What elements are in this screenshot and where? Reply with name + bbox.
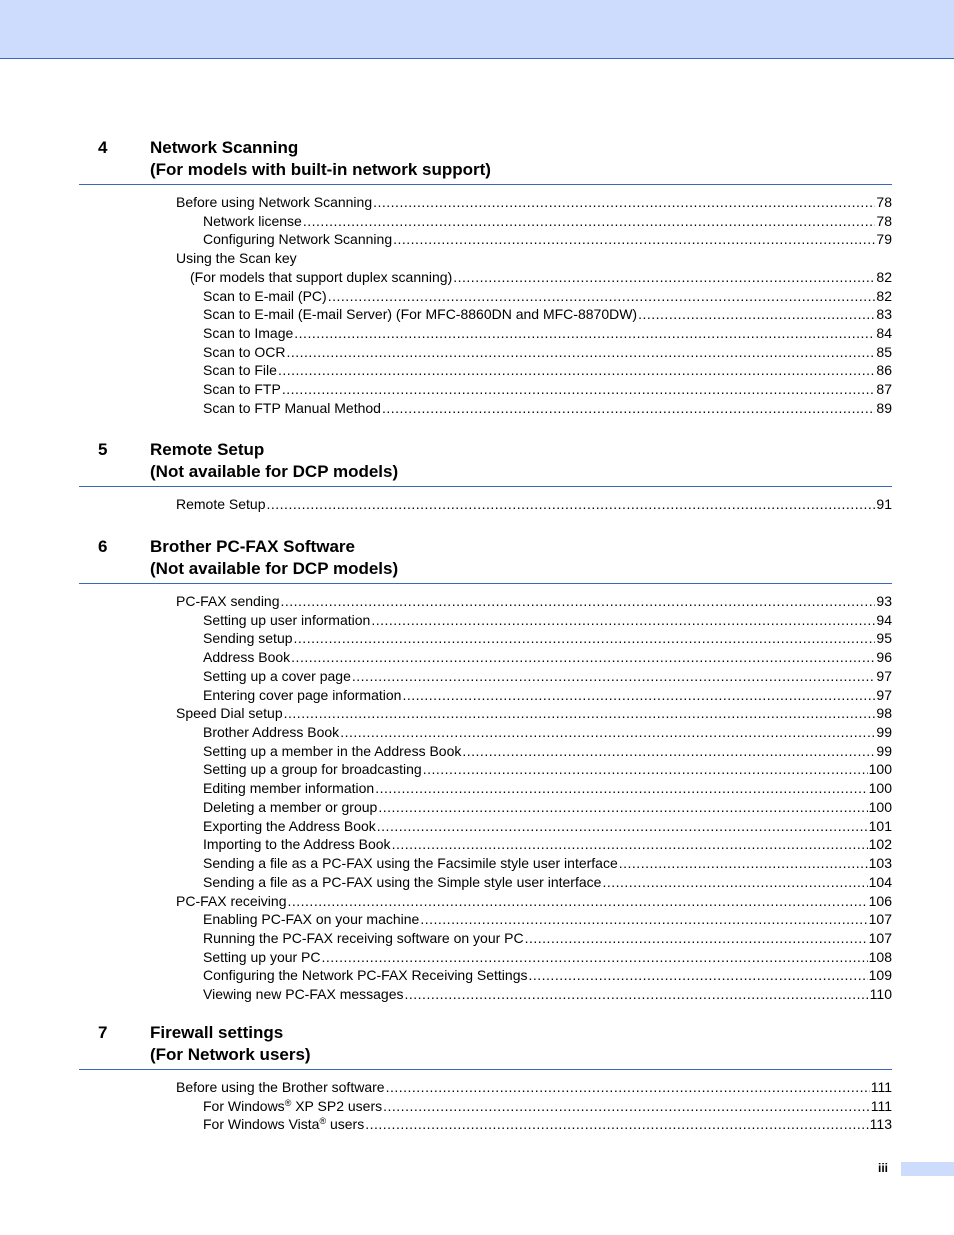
page-number: iii <box>878 1161 889 1175</box>
toc-entry-text: Setting up a cover page <box>203 667 351 684</box>
toc-entry[interactable] <box>203 399 892 418</box>
dot-leader <box>284 704 876 723</box>
toc-entry-page: 89 <box>876 399 892 416</box>
toc-entry-label <box>176 1078 385 1097</box>
chapter-heading[interactable] <box>0 1022 954 1068</box>
registered-mark: ® <box>319 1116 327 1127</box>
toc-entry-label <box>203 667 351 686</box>
toc-entry[interactable] <box>203 873 892 892</box>
toc-entry-page: 109 <box>868 967 892 984</box>
dot-leader <box>286 343 875 362</box>
toc-entry-page: 101 <box>868 817 892 834</box>
dot-leader <box>402 686 875 705</box>
toc-entry-text-suffix: users <box>326 1116 365 1133</box>
toc-entry-page: 79 <box>876 231 892 248</box>
toc-entry-page: 87 <box>876 381 892 398</box>
toc-entry-label <box>203 817 376 836</box>
toc-entry-page: 111 <box>870 1097 892 1114</box>
toc-entry[interactable] <box>203 230 892 249</box>
toc-entry-page: 104 <box>868 873 892 890</box>
toc-entry-text: Sending a file as a PC-FAX using the Facsimile style user interface <box>203 855 618 872</box>
dot-leader <box>303 212 876 231</box>
toc-entry[interactable] <box>203 966 892 985</box>
toc-entry-label <box>203 1097 382 1116</box>
dot-leader <box>420 910 867 929</box>
toc-entry-page: 102 <box>868 836 892 853</box>
toc-entry-text: PC-FAX receiving <box>176 892 287 909</box>
dot-leader <box>528 966 867 985</box>
toc-entry-page: 94 <box>876 611 892 628</box>
toc-entry[interactable] <box>176 892 892 911</box>
toc-entry-text: Setting up your PC <box>203 948 321 965</box>
chapter-title <box>150 137 491 181</box>
toc-entry-label <box>203 380 281 399</box>
dot-leader <box>375 779 867 798</box>
toc-entry[interactable] <box>203 910 892 929</box>
toc-entry-label <box>203 760 422 779</box>
toc-entry-text-suffix: XP SP2 users <box>291 1097 383 1114</box>
chapter-divider <box>79 486 892 487</box>
toc-entry[interactable] <box>203 723 892 742</box>
toc-entry-text: Sending a file as a PC-FAX using the Simple style user interface <box>203 873 602 890</box>
toc-entry-page: 100 <box>868 780 892 797</box>
toc-entry-text: Editing member information <box>203 780 375 797</box>
toc-entry[interactable] <box>203 854 892 873</box>
toc-entry-page: 95 <box>876 630 892 647</box>
chapter-divider <box>79 1069 892 1070</box>
toc-entry-text: Scan to Image <box>203 325 294 342</box>
dot-leader <box>393 230 875 249</box>
toc-entry-label <box>176 193 372 212</box>
toc-entry[interactable] <box>176 592 892 611</box>
toc-entry[interactable] <box>203 343 892 362</box>
chapter-number: 6 <box>98 537 108 556</box>
toc-entry-label <box>203 798 377 817</box>
toc-entry[interactable] <box>203 1115 892 1134</box>
dot-leader <box>638 305 875 324</box>
toc-entry-label <box>203 686 401 705</box>
toc-entry[interactable] <box>176 1078 892 1097</box>
toc-entry-label <box>203 835 391 854</box>
toc-entry-text: Before using Network Scanning <box>176 194 373 210</box>
toc-entry[interactable] <box>203 835 892 854</box>
toc-entry-page: 97 <box>876 667 892 684</box>
toc-entry-label <box>203 399 381 418</box>
toc-entry-text: For Windows <box>203 1097 285 1114</box>
toc-entry-label <box>176 495 266 514</box>
toc-entry[interactable] <box>203 1097 892 1116</box>
chapter-title-line2: (Not available for DCP models) <box>150 462 399 481</box>
dot-leader <box>405 985 869 1004</box>
toc-entry[interactable] <box>176 193 892 212</box>
chapter-number: 5 <box>98 440 108 459</box>
toc-entry-label <box>203 1115 364 1134</box>
toc-entry-label <box>203 873 601 892</box>
toc-entry-text: Sending setup <box>203 630 293 647</box>
dot-leader <box>392 835 868 854</box>
toc-entry[interactable] <box>176 704 892 723</box>
toc-entry-page: 91 <box>876 496 892 512</box>
toc-entry[interactable] <box>176 249 892 268</box>
toc-entry[interactable] <box>203 667 892 686</box>
chapter-number: 4 <box>98 138 108 157</box>
toc-entry-page: 100 <box>868 798 892 815</box>
chapter-title-line2: (For models with built-in network support) <box>150 160 491 179</box>
dot-leader <box>525 929 868 948</box>
dot-leader <box>373 193 875 212</box>
toc-entry-text: Entering cover page information <box>203 686 402 703</box>
toc-entry-text: Using the Scan key <box>176 250 297 267</box>
toc-entry-page: 96 <box>876 649 892 666</box>
toc-entry[interactable] <box>203 324 892 343</box>
toc-entry-label <box>203 966 527 985</box>
dot-leader <box>371 611 875 630</box>
toc-entry[interactable] <box>203 779 892 798</box>
dot-leader <box>340 723 875 742</box>
dot-leader <box>619 854 868 873</box>
toc-entry-page: 99 <box>876 742 892 759</box>
dot-leader <box>453 268 875 287</box>
toc-entry-label <box>203 742 461 761</box>
toc-entry-page: 93 <box>876 593 892 609</box>
toc-entry[interactable] <box>176 495 892 514</box>
chapter-divider <box>79 583 892 584</box>
toc-entry-text: Configuring Network Scanning <box>203 231 393 248</box>
dot-leader <box>291 648 875 667</box>
chapter-title-line1: Firewall settings <box>150 1023 284 1042</box>
toc-entry-text: Setting up a group for broadcasting <box>203 761 422 778</box>
toc-entry-label <box>176 249 297 268</box>
toc-entry[interactable] <box>203 611 892 630</box>
toc-entry-text: Scan to FTP Manual Method <box>203 399 381 416</box>
chapter-heading[interactable] <box>0 137 954 183</box>
toc-entry-text: Address Book <box>203 649 291 666</box>
toc-entry-text: Configuring the Network PC-FAX Receiving Settings <box>203 967 528 984</box>
toc-entry-text: (For models that support duplex scanning) <box>190 268 453 285</box>
toc-entry[interactable] <box>203 985 892 1004</box>
toc-entry-text: Brother Address Book <box>203 724 340 741</box>
toc-entry-text: Network license <box>203 212 302 229</box>
toc-entry[interactable] <box>203 305 892 324</box>
toc-entry-page: 107 <box>868 911 892 928</box>
toc-entry-label <box>203 854 618 873</box>
toc-entry-label <box>203 948 321 967</box>
chapter-title-line1: Remote Setup <box>150 440 265 459</box>
dot-leader <box>287 892 867 911</box>
toc-entry-page: 111 <box>870 1079 892 1095</box>
toc-entry[interactable] <box>190 268 892 287</box>
dot-leader <box>365 1115 868 1134</box>
dot-leader <box>386 1078 870 1097</box>
toc-entry-label <box>203 361 277 380</box>
toc-entry-label <box>203 779 374 798</box>
toc-entry-text: Running the PC-FAX receiving software on your PC <box>203 929 524 946</box>
toc-entry-label <box>203 648 290 667</box>
toc-entry-page: 82 <box>876 287 892 304</box>
dot-leader <box>281 592 876 611</box>
toc-entry-text: Exporting the Address Book <box>203 817 376 834</box>
dot-leader <box>423 760 868 779</box>
toc-entry-text: Viewing new PC-FAX messages <box>203 986 404 1003</box>
dot-leader <box>602 873 867 892</box>
dot-leader <box>282 380 876 399</box>
toc-entry-page: 100 <box>868 761 892 778</box>
toc-entry-page: 107 <box>868 929 892 946</box>
toc-entry-label <box>203 723 339 742</box>
dot-leader <box>462 742 875 761</box>
toc-entry-label <box>176 892 286 911</box>
toc-entry[interactable] <box>203 629 892 648</box>
toc-entry-text: Setting up user information <box>203 611 371 628</box>
toc-entry-label <box>203 910 419 929</box>
footer-tab <box>901 1162 954 1176</box>
toc-entry-label <box>203 324 293 343</box>
toc-entry[interactable] <box>203 287 892 306</box>
toc-entry-text: Setting up a member in the Address Book <box>203 742 462 759</box>
toc-entry[interactable] <box>203 760 892 779</box>
toc-entry-label <box>203 985 404 1004</box>
toc-entry-page: 103 <box>868 855 892 872</box>
toc-entry[interactable] <box>203 948 892 967</box>
toc-entry[interactable] <box>203 929 892 948</box>
toc-entry-page: 78 <box>876 194 892 210</box>
chapter-title <box>150 1022 311 1066</box>
toc-entry-text: Before using the Brother software <box>176 1079 385 1095</box>
toc-entry[interactable] <box>203 361 892 380</box>
toc-entry-text: Enabling PC-FAX on your machine <box>203 911 420 928</box>
toc-entry-page: 85 <box>876 343 892 360</box>
chapter-title-line2: (Not available for DCP models) <box>150 559 399 578</box>
chapter-number: 7 <box>98 1023 108 1042</box>
toc-entry-page: 98 <box>876 705 892 722</box>
toc-entry-text: Scan to E-mail (E-mail Server) (For MFC-8860DN and MFC-8870DW) <box>203 306 638 323</box>
dot-leader <box>377 817 868 836</box>
dot-leader <box>322 948 868 967</box>
toc-entry-text: Deleting a member or group <box>203 798 378 815</box>
toc-entry-page: 113 <box>869 1116 892 1133</box>
chapter-heading[interactable] <box>0 536 954 582</box>
toc-entry-page: 110 <box>869 986 892 1003</box>
toc-entry[interactable] <box>203 817 892 836</box>
toc-entry[interactable] <box>203 798 892 817</box>
toc-entry-page: 86 <box>876 362 892 379</box>
dot-leader <box>278 361 875 380</box>
chapter-heading[interactable] <box>0 439 954 485</box>
toc-entry-page: 82 <box>876 268 892 285</box>
toc-entry-text: For Windows Vista <box>203 1116 320 1133</box>
chapter-title-line2: (For Network users) <box>150 1045 311 1064</box>
registered-mark: ® <box>284 1097 292 1108</box>
toc-entry[interactable] <box>203 380 892 399</box>
dot-leader <box>267 495 876 514</box>
header-band <box>0 0 954 59</box>
toc-entry[interactable] <box>203 648 892 667</box>
toc-entry[interactable] <box>203 686 892 705</box>
toc-entry-label <box>176 592 280 611</box>
toc-entry-label <box>190 268 452 287</box>
toc-entry-text: Scan to File <box>203 362 277 379</box>
toc-entry-text: Remote Setup <box>176 496 266 512</box>
chapter-title-line1: Network Scanning <box>150 138 299 157</box>
toc-entry-text: Scan to FTP <box>203 381 281 398</box>
toc-entry-page: 78 <box>876 212 892 229</box>
toc-entry-label <box>203 287 327 306</box>
chapter-title-line1: Brother PC-FAX Software <box>150 537 355 556</box>
chapter-title <box>150 439 398 483</box>
toc-entry-page: 106 <box>868 892 892 909</box>
toc-entry-label <box>203 230 392 249</box>
dot-leader <box>294 324 875 343</box>
toc-entry-label <box>176 704 283 723</box>
toc-entry-page: 84 <box>876 325 892 342</box>
dot-leader <box>383 1097 870 1116</box>
dot-leader <box>382 399 875 418</box>
dot-leader <box>294 629 876 648</box>
toc-entry[interactable] <box>203 742 892 761</box>
dot-leader <box>328 287 876 306</box>
toc-entry-page: 83 <box>876 306 892 323</box>
toc-entry-text: Scan to E-mail (PC) <box>203 287 327 304</box>
toc-entry-label <box>203 929 524 948</box>
chapter-divider <box>79 184 892 185</box>
toc-entry-text: Importing to the Address Book <box>203 836 391 853</box>
toc-entry-text: PC-FAX sending <box>176 593 280 609</box>
toc-entry-label <box>203 629 293 648</box>
toc-entry-label <box>203 212 302 231</box>
toc-entry-label <box>203 611 370 630</box>
dot-leader <box>378 798 867 817</box>
toc-entry-page: 108 <box>868 948 892 965</box>
toc-entry-text: Scan to OCR <box>203 343 286 360</box>
toc-entry[interactable] <box>203 212 892 231</box>
chapter-title <box>150 536 398 580</box>
toc-entry-label <box>203 343 285 362</box>
dot-leader <box>352 667 876 686</box>
toc-entry-label <box>203 305 637 324</box>
toc-entry-page: 99 <box>876 724 892 741</box>
toc-entry-text: Speed Dial setup <box>176 705 283 722</box>
toc-entry-page: 97 <box>876 686 892 703</box>
